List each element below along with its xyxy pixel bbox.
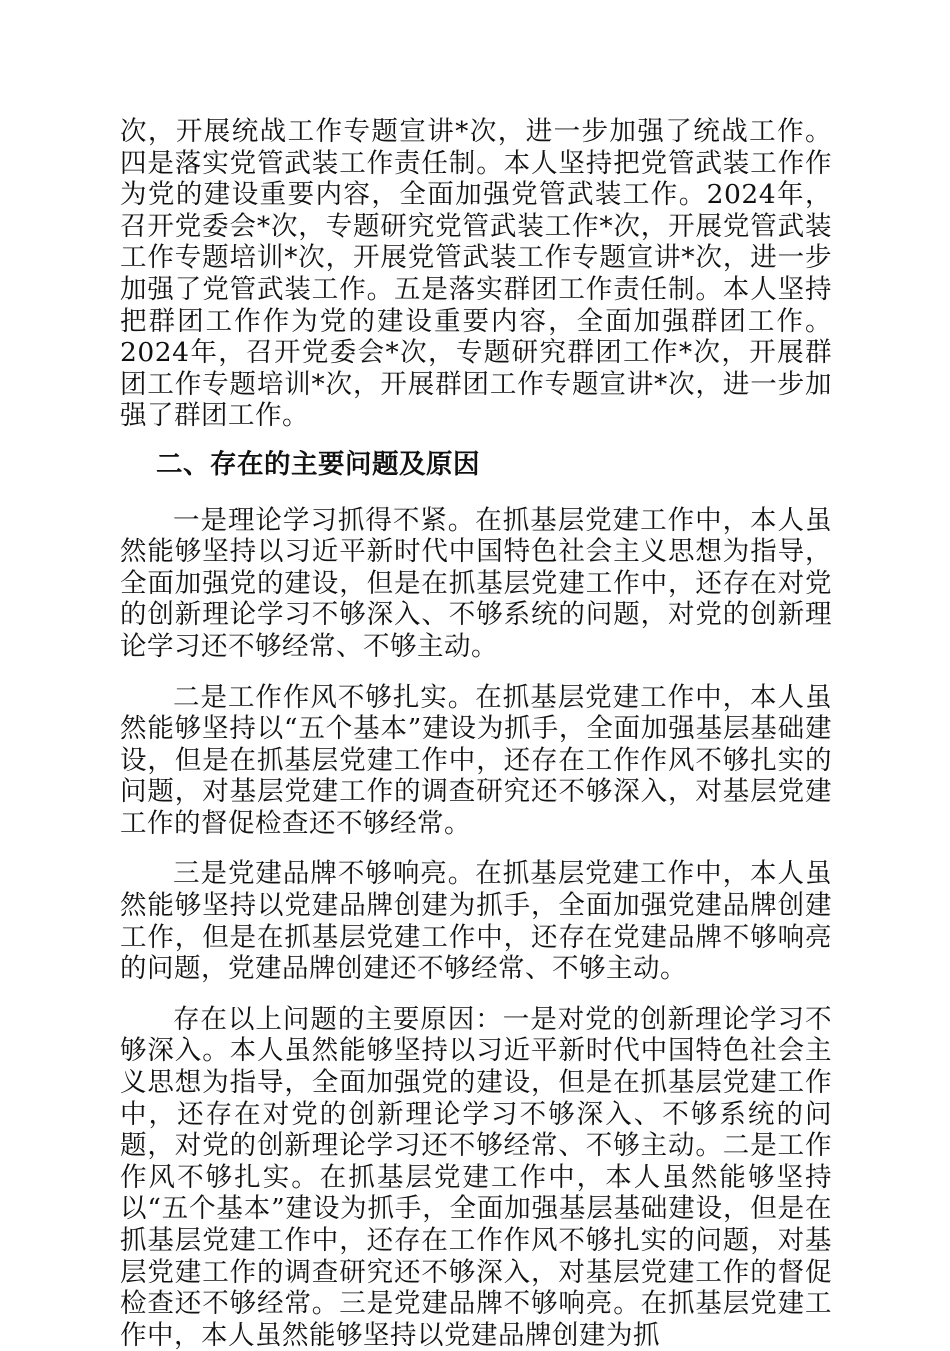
paragraph-problem-1: 一是理论学习抓得不紧。在抓基层党建工作中，本人虽然能够坚持以习近平新时代中国特色社会主义思想为指导，全面加强党的建设，但是在抓基层党建工作中，还存在对党的创新理论学习不够深入、不够系统的问题，对党的创新理论学习还不够经常、不够主动。 [120,504,832,662]
paragraph-causes: 存在以上问题的主要原因：一是对党的创新理论学习不够深入。本人虽然能够坚持以习近平新时代中国特色社会主义思想为指导，全面加强党的建设，但是在抓基层党建工作中，还存在对党的创新理论学习不够深入、不够系统的问题，对党的创新理论学习还不够经常、不够主动。二是工作作风不够扎实。在抓基层党建工作中，本人虽然能够坚持以“五个基本”建设为抓手，全面加强基层基础建设，但是在抓基层党建工作中，还存在工作作风不够扎实的问题，对基层党建工作的调查研究还不够深入，对基层党建工作的督促检查还不够经常。三是党建品牌不够响亮。在抓基层党建工作中，本人虽然能够坚持以党建品牌创建为抓 [120,1003,832,1351]
paragraph-continuation: 次，开展统战工作专题宣讲*次，进一步加强了统战工作。四是落实党管武装工作责任制。本人坚持把党管武装工作作为党的建设重要内容，全面加强党管武装工作。2024年，召开党委会*次，专题研究党管武装工作*次，开展党管武装工作专题培训*次，开展党管武装工作专题宣讲*次，进一步加强了党管武装工作。五是落实群团工作责任制。本人坚持把群团工作作为党的建设重要内容，全面加强群团工作。2024年，召开党委会*次，专题研究群团工作*次，开展群团工作专题培训*次，开展群团工作专题宣讲*次，进一步加强了群团工作。 [120,116,832,432]
section-heading: 二、存在的主要问题及原因 [156,448,480,480]
document-body [120,116,832,1351]
paragraph-problem-2: 二是工作作风不够扎实。在抓基层党建工作中，本人虽然能够坚持以“五个基本”建设为抓手，全面加强基层基础建设，但是在抓基层党建工作中，还存在工作作风不够扎实的问题，对基层党建工作的调查研究还不够深入，对基层党建工作的督促检查还不够经常。 [120,681,832,839]
paragraph-problem-3: 三是党建品牌不够响亮。在抓基层党建工作中，本人虽然能够坚持以党建品牌创建为抓手，全面加强党建品牌创建工作，但是在抓基层党建工作中，还存在党建品牌不够响亮的问题，党建品牌创建还不够经常、不够主动。 [120,858,832,985]
